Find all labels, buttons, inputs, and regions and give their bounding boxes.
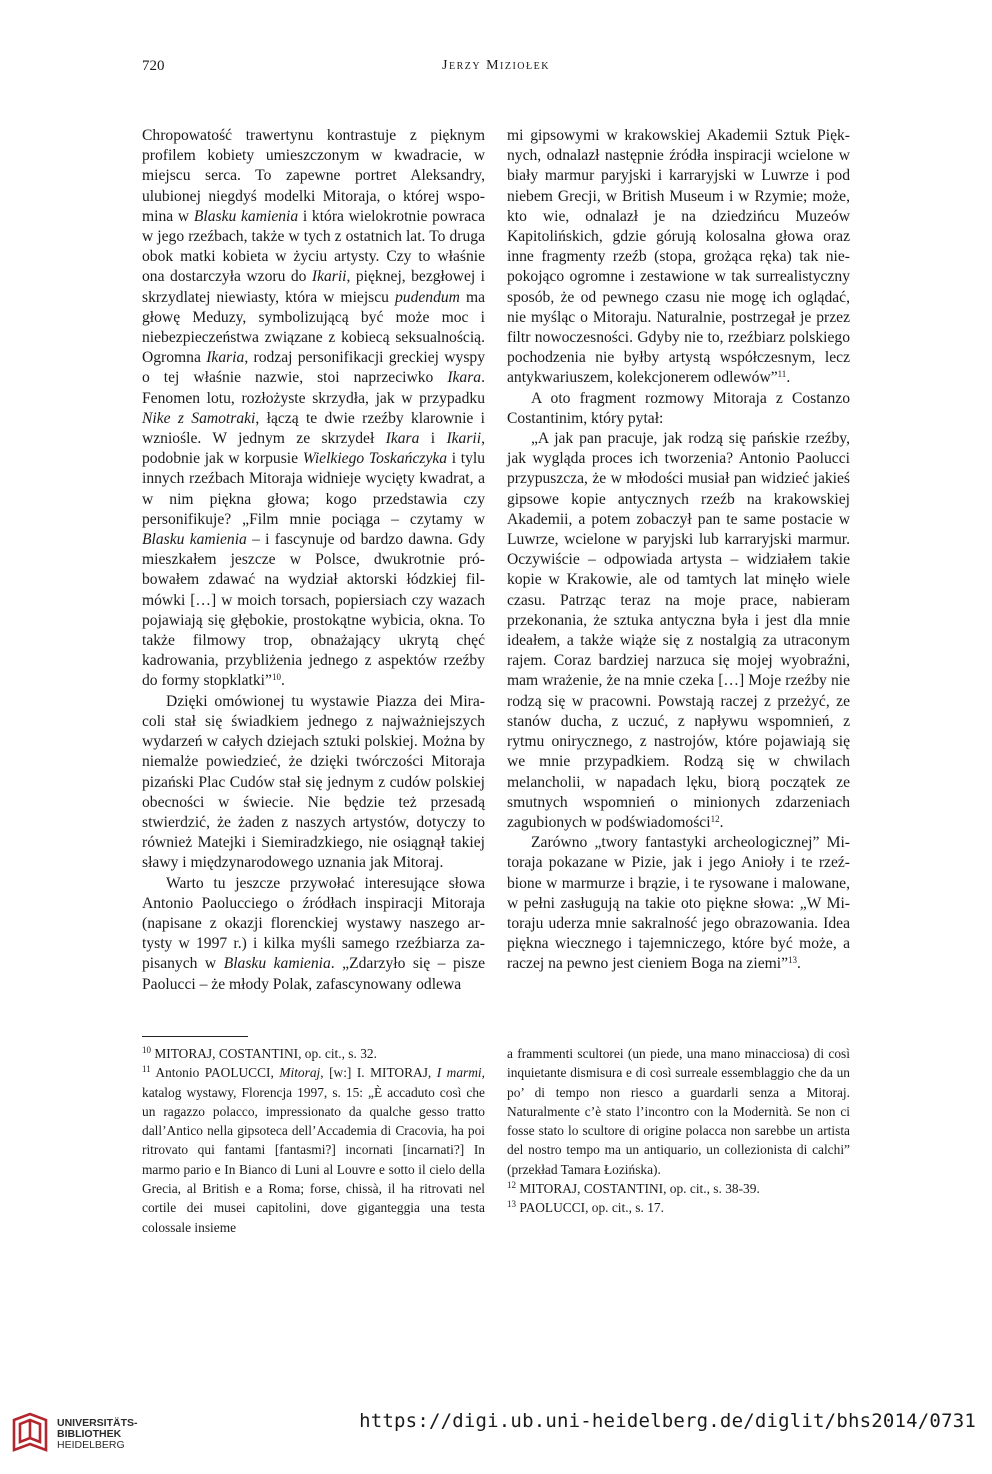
source-url-link[interactable]: https://digi.ub.uni-heidelberg.de/diglit/bhs2014/0731 [359, 1410, 976, 1432]
footnote-10: $^{10}$ MITORAJ, COSTANTINI, op. cit., s. 32. [142, 1045, 377, 1061]
running-head-author: Jerzy Miziołek [442, 58, 550, 73]
paragraph: Zarówno „twory fantastyki archeologicznej” Mitoraja pokazane w Pizie, jak i jego Anioły i te rzeźbione w marmurze i brązie, i te rysowane i malowane, w pełni zasługują na takie oto piękne słowa: „W Mitoraju uderza mnie sakralność jego obrazowania. Idea piękna wiecznego i tajemniczego, które być może, a raczej na pewno jest cieniem Boga na ziemi”$^{13}$. [507, 834, 850, 973]
right-text-column [507, 126, 850, 975]
footnote-11-continued: a frammenti scultorei (un piede, una mano minacciosa) di così inquietante dismisura e di così surreale essemblaggio che da un po’ di tempo non riesco a guardarli senza a Mitoraj. Naturalmente c’è stato l’incontro con la Modernità. Se non ci fosse stato lo scultore di origine polacca non sarebbe un artista del nostro tempo ma un antiquario, un collezionista di calchi” (przekład Tamara Łozińska). [507, 1046, 850, 1177]
footnote-12: $^{12}$ MITORAJ, COSTANTINI, op. cit., s. 38-39. [507, 1180, 760, 1197]
paragraph: Dzięki omówionej tu wystawie Piazza dei Miracoli stał się świadkiem jednego z najważniejszych wydarzeń w całych dziejach sztuki polskiej. Można by niemalże powiedzieć, że dzięki twórczości Mitoraja pizański Plac Cudów stał się jednym z cudów polskiej obecności w świecie. Nie będzie też przesadą stwierdzić, że żaden z naszych artystów, dotyczy to również Matejki i Siemiradzkiego, nie osiągnął takiej sławy i międzynarodowego uznania jak Mitoraj. [142, 692, 485, 872]
footnotes-right [507, 1044, 850, 1218]
footnote-ref-13[interactable]: 13 [788, 955, 797, 966]
footnote-divider [142, 1036, 248, 1037]
quote-paragraph: „A jak pan pracuje, jak rodzą się pańskie rzeźby, jak wygląda proces ich tworzenia? Antonio Paolucci przypuszcza, że w młodości musiał pan widzieć jakieś gipsowe kopie antycznych rzeźb na krakowskiej Akademii, a potem zobaczył pan te same postacie w Luwrze, wcielone w paryjski lub karraryjski marmur. Oczywiście – odpowiada artysta – widziałem takie kopie w Krakowie, ale od tamtych lat minęło wiele czasu. Patrząc teraz na moje prace, nabieram przekonania, że sztuka antyczna była i jest dla mnie ideałem, a także wiąże się z nostalgią za utraconym rajem. Coraz bardziej narzuca się mojej wyobraźni, mam wrażenie, że na mnie czeka […] Moje rzeźby nie rodzą się w pracowni. Powstają raczej z przeżyć, ze stanów ducha, z uczuć, z napływu wspomnień, z rytmu onirycznego, z nastrojów, które pojawiają się we mnie przypadkiem. Rodzą się w chwilach melancholii, w napadach lęku, biorą początek ze smutnych wspomnień o minionych zdarzeniach zagubionych w podświadomości$^{12}$. [507, 430, 850, 831]
left-text-column [142, 126, 485, 995]
paragraph: mi gipsowymi w krakowskiej Akademii Sztuk Pięknych, odnalazł następnie źródła inspiracji wcielone w biały marmur paryjski i karraryjski w Luwrze i pod niebem Grecji, w British Museum i w Rzymie; może, kto wie, odnalazł je na dziedzińcu Muzeów Kapitolińskich, gdzie górują kolosalna głowa oraz inne fragmenty rzeźb (stopa, grożąca ręka) tak niepokojąco ogromne i zestawione w tak surrealistyczny sposób, że od pewnego czasu nie mogę ich oglądać, nie myśląc o Mitoraju. Naturalnie, postrzegał je przez filtr nowoczesności. Gdyby nie to, rzeźbiarz polskiego pochodzenia nie byłby artystą współczesnym, lecz antykwariuszem, kolekcjonerem odlewów”$^{11}$. [507, 127, 850, 387]
paragraph: Warto tu jeszcze przywołać interesujące słowa Antonio Paolucciego o źródłach inspiracji Mitoraja (napisane z okazji florenckiej wystawy naszego artysty w 1997 r.) i kilka myśli samego rzeźbiarza zapisanych w Blasku kamienia. „Zdarzyło się – pisze Paolucci – że młody Polak, zafascynowany odlewa [142, 874, 486, 993]
footnote-ref-12[interactable]: 12 [710, 813, 720, 824]
footnote-ref-10[interactable]: 10 [271, 672, 281, 683]
library-logo-icon [8, 1410, 52, 1454]
paragraph: Chropowatość trawertynu kontrastuje z pięknym profilem kobiety umieszczonym w kwadracie, w miejscu serca. To zapewne portret Aleksandry, ulubionej niegdyś modelki Mitoraja, o której wspomina w Blasku kamienia i która wielokrotnie powraca w jego rzeźbach, także w tych z ostatnich lat. To druga obok matki kobieta w życiu artysty. Czy to właśnie ona dostarczyła wzoru do Ikarii, pięknej, bezgłowej i skrzydlatej niewiasty, która w miejscu pudendum ma głowę Meduzy, symbolizującą być może moc i niebezpieczeństwa związane z kobiecą seksualnością. Ogromna Ikaria, rodzaj personifikacji greckiej wyspy o tej właśnie nazwie, stoi naprzeciwko Ikara. Fenomen lotu, rozłożyste skrzydła, jak w przypadku Nike z Samotraki, łączą te dwie rzeźby klarownie i wzniośle. W jednym ze skrzydeł Ikara i Ikarii, podobnie jak w korpusie Wielkiego Toskańczyka i tylu innych rzeźbach Mitoraja widnieje wycięty kwadrat, a w nim piękna głowa; kogo przedstawia czy personifikuje? „Film mnie pociąga – czytamy w Blasku kamienia – i fascynuje od bardzo dawna. Gdy mieszkałem jeszcze w Polsce, dwukrotnie próbowałem zdawać na wydział aktorski łódzkiej filmówki […] w moich torsach, popiersiach czy wazach pojawiają się głębokie, prostokątne wybicia, okna. To także filmowy trop, obnażający ukrytą chęć kadrowania, przybliżenia jednego z aspektów rzeźby do formy stopklatki”$^{10}$. [142, 127, 486, 690]
footnotes-left [142, 1044, 485, 1237]
library-name: UNIVERSITÄTS- BIBLIOTHEK HEIDELBERG [57, 1417, 138, 1451]
paragraph: A oto fragment rozmowy Mitoraja z Costanzo Costantinim, który pytał: [507, 389, 850, 427]
footnote-13: $^{13}$ PAOLUCCI, op. cit., s. 17. [507, 1199, 664, 1216]
footnote-11: $^{11}$ Antonio PAOLUCCI, Mitoraj, [w:] I. MITORAJ, I marmi, katalog wystawy, Florencja 1997, s. 15: „È accaduto così che un ragazzo polacco, impressionato da qualche gesso tratto dall’Antico nella gipsoteca dell’Accademia di Cracovia, ha poi ritrovato qui fantami [fantasmi?] incornati [incarnati?] In marmo pario e In Bianco di Luni al Louvre e sotto il cielo della Grecia, al British e a Roma; forse, chissà, il ha ritrovati nel cortile dei musei capitolini, dove giganteggia una testa colossale insieme [142, 1064, 485, 1235]
footnote-ref-11[interactable]: 11 [777, 369, 787, 380]
page-number: 720 [142, 58, 165, 74]
